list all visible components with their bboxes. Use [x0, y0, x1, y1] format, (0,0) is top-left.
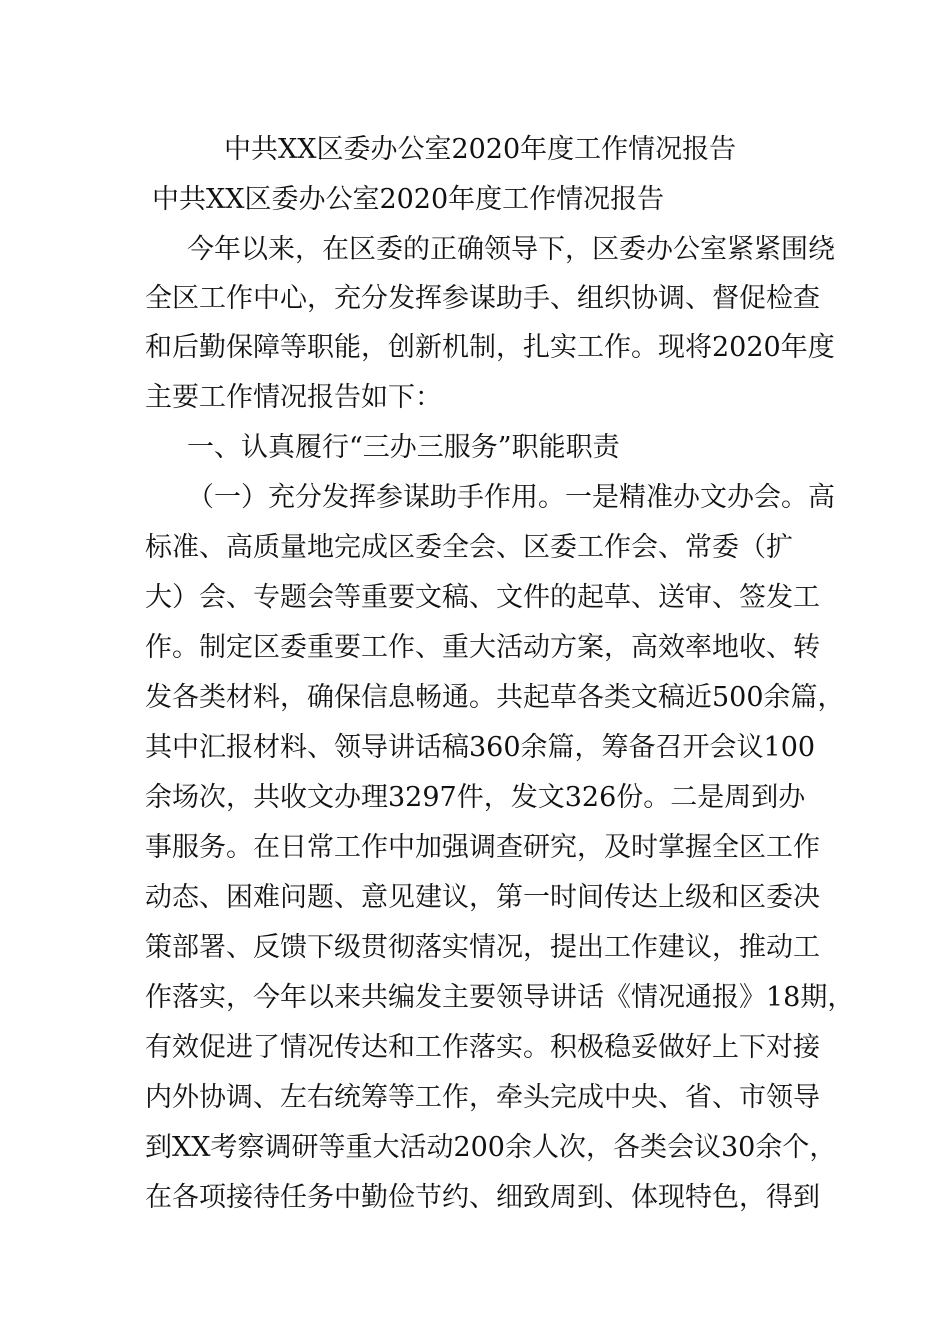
paragraph-line: 策部署、反馈下级贯彻落实情况，提出工作建议，推动工 — [145, 932, 820, 963]
paragraph-line: 事服务。在日常工作中加强调查研究，及时掌握全区工作 — [145, 832, 820, 863]
paragraph-line: 到XX考察调研等重大活动200余人次，各类会议30余个， — [145, 1132, 837, 1163]
paragraph-line: 主要工作情况报告如下： — [145, 382, 442, 413]
paragraph-line: 内外协调、左右统筹等工作，牵头完成中央、省、市领导 — [145, 1082, 820, 1113]
paragraph-line: （一）充分发挥参谋助手作用。一是精准办文办会。高 — [187, 482, 835, 513]
paragraph-line: 和后勤保障等职能，创新机制，扎实工作。现将2020年度 — [145, 332, 835, 363]
document-title: 中共XX区委办公室2020年度工作情况报告 — [224, 134, 737, 165]
document-subtitle: 中共XX区委办公室2020年度工作情况报告 — [152, 184, 665, 215]
section-heading: 一、认真履行“三办三服务”职能职责 — [187, 432, 620, 463]
paragraph-line: 余场次，共收文办理3297件，发文326份。二是周到办 — [145, 782, 806, 813]
paragraph-line: 其中汇报材料、领导讲话稿360余篇，筹备召开会议100 — [145, 732, 816, 763]
paragraph-line: 全区工作中心，充分发挥参谋助手、组织协调、督促检查 — [145, 283, 820, 314]
paragraph-line: 标准、高质量地完成区委全会、区委工作会、常委（扩 — [145, 532, 793, 563]
paragraph-line: 在各项接待任务中勤俭节约、细致周到、体现特色，得到 — [145, 1182, 820, 1213]
paragraph-line: 作。制定区委重要工作、重大活动方案，高效率地收、转 — [145, 632, 820, 663]
paragraph-line: 今年以来，在区委的正确领导下，区委办公室紧紧围绕 — [187, 234, 835, 265]
paragraph-line: 动态、困难问题、意见建议，第一时间传达上级和区委决 — [145, 882, 820, 913]
paragraph-line: 大）会、专题会等重要文稿、文件的起草、送审、签发工 — [145, 582, 820, 613]
paragraph-line: 作落实，今年以来共编发主要领导讲话《情况通报》18期， — [145, 982, 855, 1013]
paragraph-line: 有效促进了情况传达和工作落实。积极稳妥做好上下对接 — [145, 1032, 820, 1063]
paragraph-line: 发各类材料，确保信息畅通。共起草各类文稿近500余篇， — [145, 682, 845, 713]
